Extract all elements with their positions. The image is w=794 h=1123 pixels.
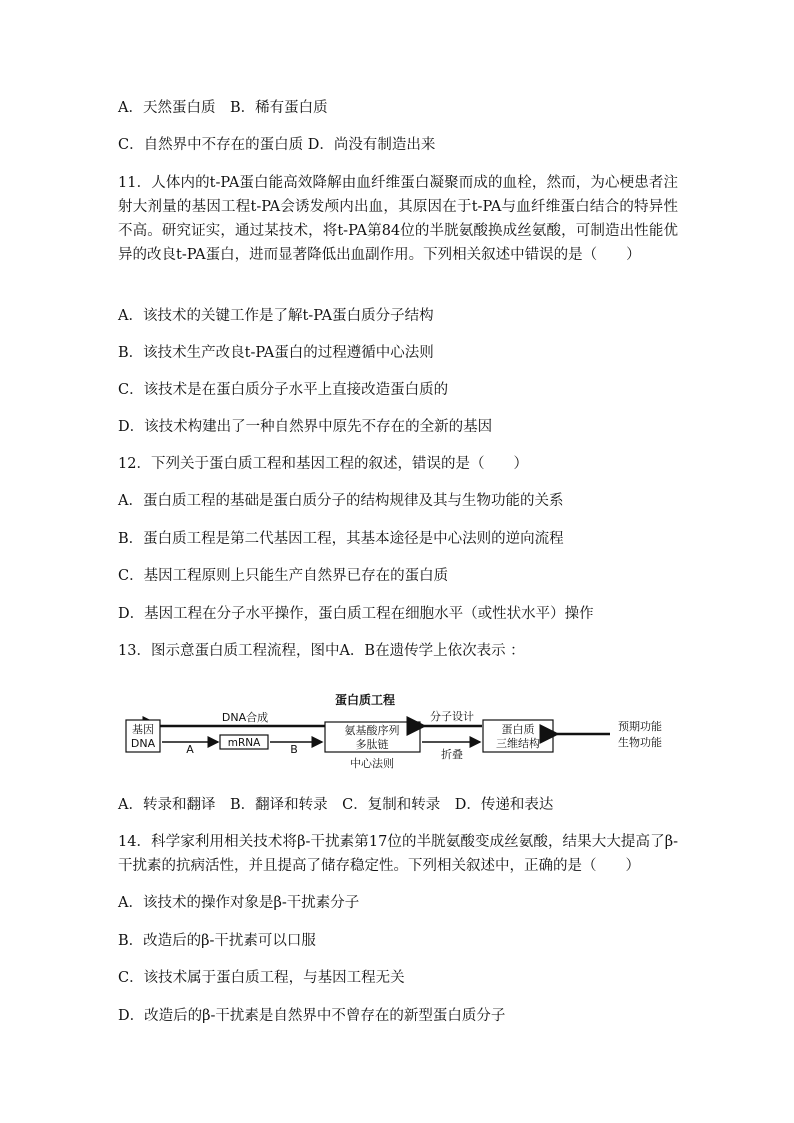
protein-engineering-diagram: [120, 690, 680, 775]
expected-function-label: 预期功能: [618, 720, 662, 733]
q12-stem: 12．下列关于蛋白质工程和基因工程的叙述，错误的是（ ）: [118, 456, 528, 472]
dna-label: DNA: [130, 737, 156, 750]
q14-option-c: C．该技术属于蛋白质工程，与基因工程无关: [118, 970, 405, 986]
q12-option-b: B．蛋白质工程是第二代基因工程，其基本途径是中心法则的逆向流程: [118, 531, 564, 547]
q10-options-cd: C．自然界中不存在的蛋白质 D．尚没有制造出来: [118, 137, 436, 153]
q14-option-a: A．该技术的操作对象是β-干扰素分子: [118, 895, 360, 911]
q12-option-d: D．基因工程在分子水平操作，蛋白质工程在细胞水平（或性状水平）操作: [118, 606, 594, 622]
q13-options: A．转录和翻译 B．翻译和转录 C．复制和转录 D．传递和表达: [118, 797, 554, 813]
q10-options-ab: A．天然蛋白质 B．稀有蛋白质: [118, 100, 328, 116]
q13-stem: 13．图示意蛋白质工程流程，图中A．B在遗传学上依次表示 ：: [118, 643, 525, 659]
q14-stem: 14．科学家利用相关技术将β-干扰素第17位的半胱氨酸变成丝氨酸，结果大大提高了β-干扰素的抗病活性，并且提高了储存稳定性。下列相关叙述中，正确的是（ ）: [118, 834, 678, 874]
q11-option-d: D．该技术构建出了一种自然界中原先不存在的全新的基因: [118, 419, 493, 435]
q11-stem: 11．人体内的t-PA蛋白能高效降解由血纤维蛋白凝聚而成的血栓，然而，为心梗患者注射大剂量的基因工程t-PA会诱发颅内出血，其原因在于t-PA与血纤维蛋白结合的特异性不高。研究证实，通过某技术，将t-PA第84位的半胱氨酸换成丝氨酸，可制造出性能优异的改良t-PA蛋白，进而显著降低出血副作用。下列相关叙述中错误的是（ ）: [118, 175, 678, 263]
molecular-design-label: 分子设计: [430, 710, 474, 723]
q11-option-c: C．该技术是在蛋白质分子水平上直接改造蛋白质的: [118, 382, 449, 398]
polypeptide-label: 多肽链: [355, 738, 389, 751]
mrna-label: mRNA: [227, 737, 261, 749]
q14-option-b: B．改造后的β-干扰素可以口服: [118, 933, 316, 949]
diagram-title: 蛋白质工程: [334, 693, 396, 707]
folding-label: 折叠: [441, 748, 463, 761]
label-b: B: [290, 743, 298, 756]
q14-option-d: D．改造后的β-干扰素是自然界中不曾存在的新型蛋白质分子: [118, 1008, 506, 1024]
protein-label: 蛋白质: [501, 723, 535, 736]
central-dogma-label: 中心法则: [350, 757, 394, 770]
q11-option-b: B．该技术生产改良t-PA蛋白的过程遵循中心法则: [118, 345, 434, 361]
q12-option-a: A．蛋白质工程的基础是蛋白质分子的结构规律及其与生物功能的关系: [118, 493, 564, 509]
label-a: A: [186, 743, 194, 756]
dna-synthesis-label: DNA合成: [221, 711, 269, 724]
q12-option-c: C．基因工程原则上只能生产自然界已存在的蛋白质: [118, 568, 449, 584]
q11-option-a: A．该技术的关键工作是了解t-PA蛋白质分子结构: [118, 308, 434, 324]
gene-label: 基因: [132, 723, 154, 736]
amino-acid-label: 氨基酸序列: [344, 724, 400, 737]
structure-label: 三维结构: [496, 737, 540, 750]
bio-function-label: 生物功能: [618, 736, 662, 749]
